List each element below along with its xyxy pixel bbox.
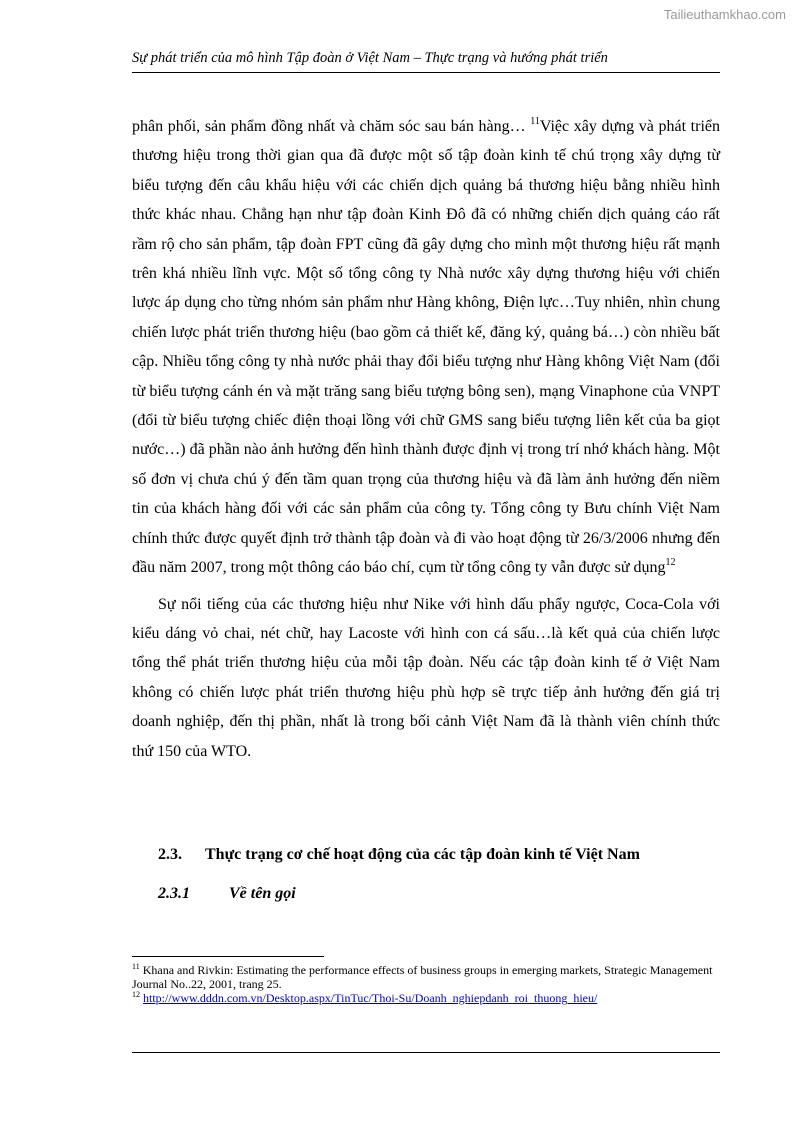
paragraph-1-part-2: Việc xây dựng và phát triển thương hiệu trong thời gian qua đã được một số tập đoàn kinh tế chú trọng xây dựng từ biểu tượng đến câu khẩu hiệu với các chiến dịch quảng bá thương hiệu bằng nhiều hình thức khác nhau. Chẳng hạn như tập đoàn Kinh Đô đã có những chiến dịch quảng cáo rất rầm rộ cho sản phẩm, tập đoàn FPT cũng đã gây dựng cho mình một thương hiệu rất mạnh trên khá nhiều lĩnh vực. Một số tổng công ty Nhà nước xây dựng thương hiệu với chiến lược áp dụng cho từng nhóm sản phẩm như Hàng không, Điện lực…Tuy nhiên, nhìn chung chiến lược phát triển thương hiệu (bao gồm cả thiết kế, đăng ký, quảng bá…) còn nhiều bất cập. Nhiều tổng công ty nhà nước phải thay đổi biểu tượng như Hàng không Việt Nam (đổi từ biểu tượng cánh én và mặt trăng sang biểu tượng bông sen), mạng Vinaphone của VNPT (đổi từ biểu tượng chiếc điện thoại lồng với chữ GMS sang biểu tượng liên kết của ba giọt nước…) đã phần nào ảnh hưởng đến hình thành được định vị trong trí nhớ khách hàng. Một số đơn vị chưa chú ý đến tầm quan trọng của thương hiệu và đã làm ảnh hưởng đến niềm tin của khách hàng đối với các sản phẩm của công ty. Tổng công ty Bưu chính Việt Nam chính thức được quyết định trở thành tập đoàn và đi vào hoạt động từ 26/3/2006 nhưng đến đầu năm 2007, trong một thông cáo báo chí, cụm từ tổng công ty vẫn được sử dụng bbox=[132, 118, 721, 577]
section-heading-2-3 bbox=[158, 846, 640, 864]
section-heading-2-3-1 bbox=[158, 885, 296, 903]
footer-rule bbox=[132, 1052, 720, 1053]
footnote-link[interactable]: http://www.dddn.com.vn/Desktop.aspx/TinTuc/Thoi-Su/Doanh_nghiepdanh_roi_thuong_hieu/ bbox=[143, 991, 598, 1005]
paragraph-2: Sự nổi tiếng của các thương hiệu như Nike với hình dấu phẩy ngược, Coca-Cola với kiểu dáng vỏ chai, nét chữ, hay Lacoste với hình con cá sấu…là kết quả của chiến lược tổng thể phát triển thương hiệu của mỗi tập đoàn. Nếu các tập đoàn kinh tế ở Việt Nam không có chiến lược phát triển thương hiệu phù hợp sẽ trực tiếp ảnh hưởng đến giá trị doanh nghiệp, đến thị phần, nhất là trong bối cảnh Việt Nam đã là thành viên chính thức thứ 150 của WTO. bbox=[132, 595, 720, 760]
footnotes bbox=[132, 963, 722, 1005]
section-title: Thực trạng cơ chế hoạt động của các tập đoàn kinh tế Việt Nam bbox=[205, 846, 640, 863]
header-rule bbox=[132, 72, 720, 73]
section-number: 2.3. bbox=[158, 846, 182, 863]
footnote-11 bbox=[132, 963, 722, 991]
running-header: Sự phát triển của mô hình Tập đoàn ở Việt Nam – Thực trạng và hướng phát triển bbox=[132, 50, 608, 66]
paragraph-1 bbox=[132, 112, 720, 583]
subsection-number: 2.3.1 bbox=[158, 885, 190, 902]
footnote-ref-11[interactable]: 11 bbox=[530, 116, 540, 127]
footnote-number: 11 bbox=[132, 962, 140, 971]
watermark: Tailieuthamkhao.com bbox=[663, 7, 786, 22]
body-text bbox=[132, 112, 720, 766]
footnote-separator bbox=[132, 956, 324, 957]
footnote-ref-12[interactable]: 12 bbox=[665, 557, 676, 569]
footnote-text: Khana and Rivkin: Estimating the performance effects of business groups in emerging markets, Strategic Management Journal No..22, 2001, trang 25. bbox=[132, 963, 713, 991]
subsection-title: Về tên gọi bbox=[229, 885, 296, 902]
footnote-number: 12 bbox=[132, 990, 140, 999]
paragraph-1-part-1: phân phối, sản phẩm đồng nhất và chăm sóc sau bán hàng… bbox=[132, 118, 531, 135]
footnote-12 bbox=[132, 991, 722, 1005]
